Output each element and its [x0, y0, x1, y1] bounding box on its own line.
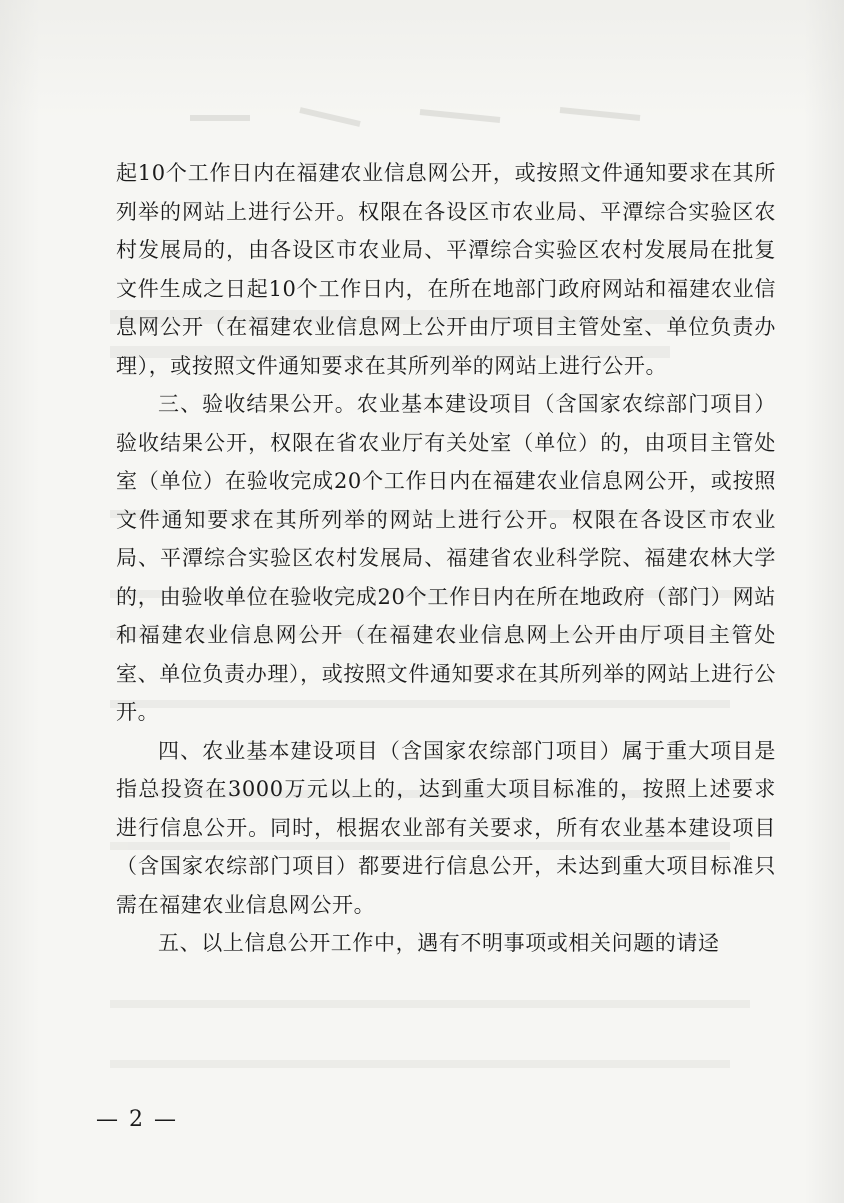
paragraph-continuation: 起10个工作日内在福建农业信息网公开，或按照文件通知要求在其所列举的网站上进行公开。权限在各设区市农业局、平潭综合实验区农村发展局的，由各设区市农业局、平潭综合实验区农村发展局在批复文件生成之日起10个工作日内，在所在地部门政府网站和福建农业信息网公开（在福建农业信息网上公开由厅项目主管处室、单位负责办理），或按照文件通知要求在其所列举的网站上进行公开。: [116, 161, 776, 378]
page-number: — 2 —: [96, 1107, 178, 1132]
paragraph-acceptance-results: 三、验收结果公开。农业基本建设项目（含国家农综部门项目）验收结果公开，权限在省农业厅有关处室（单位）的，由项目主管处室（单位）在验收完成20个工作日内在福建农业信息网公开，或按照文件通知要求在其所列举的网站上进行公开。权限在各设区市农业局、平潭综合实验区农村发展局、福建省农业科学院、福建农林大学的，由验收单位在验收完成20个工作日内在所在地政府（部门）网站和福建农业信息网公开（在福建农业信息网上公开由厅项目主管处室、单位负责办理），或按照文件通知要求在其所列举的网站上进行公开。: [116, 392, 776, 724]
paragraph-major-projects: 四、农业基本建设项目（含国家农综部门项目）属于重大项目是指总投资在3000万元以上的，达到重大项目标准的，按照上述要求进行信息公开。同时，根据农业部有关要求，所有农业基本建设项目（含国家农综部门项目）都要进行信息公开，未达到重大项目标准只需在福建农业信息网公开。: [116, 738, 776, 917]
paragraph-inquiries: 五、以上信息公开工作中，遇有不明事项或相关问题的请迳: [158, 931, 720, 955]
document-body: [116, 154, 776, 963]
